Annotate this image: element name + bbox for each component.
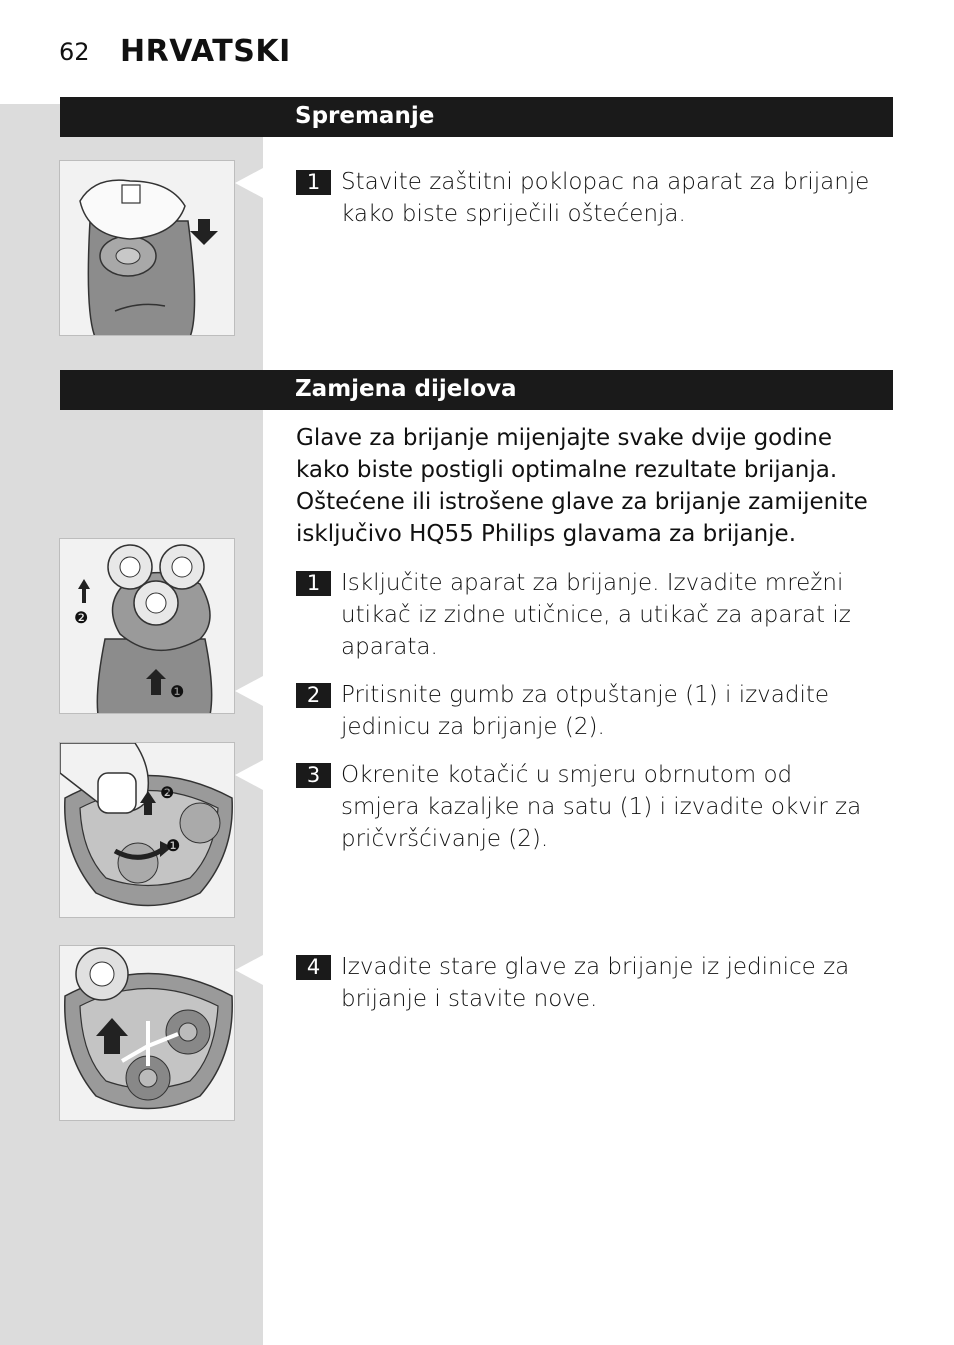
step-number-badge: 1 (296, 170, 331, 195)
step-text: Izvadite stare glave za brijanje iz jedinice za brijanje i stavite nove. (341, 954, 850, 1012)
figure-label-2: ❷ (160, 783, 175, 802)
intro-paragraph: Oštećene ili istrošene glave za brijanje zamijenite isključivo HQ55 Philips glavama za brijanje. (296, 489, 868, 547)
figure-remove-retaining-frame (59, 742, 235, 918)
replacement-step-2 (296, 679, 876, 743)
figure-label-1: ❶ (170, 682, 185, 701)
replacement-step-4 (296, 951, 876, 1015)
figure-pointer (235, 955, 263, 985)
step-number-badge: 1 (296, 571, 331, 596)
intro-paragraph: Glave za brijanje mijenjajte svake dvije godine kako biste postigli optimalne rezultate brijanja. (296, 425, 838, 483)
step-text: Pritisnite gumb za otpuštanje (1) i izvadite jedinicu za brijanje (2). (341, 682, 830, 740)
figure-pointer (235, 760, 263, 790)
figure-pointer (235, 168, 263, 198)
figure-replace-shaving-heads (59, 945, 235, 1121)
figure-pointer (235, 676, 263, 706)
page-language-title: HRVATSKI (120, 34, 291, 69)
section-title: Zamjena dijelova (295, 376, 517, 402)
replacement-step-3 (296, 759, 876, 855)
section-title: Spremanje (295, 103, 435, 129)
step-text: Stavite zaštitni poklopac na aparat za brijanje kako biste spriječili oštećenja. (341, 169, 870, 227)
storage-step-1 (296, 166, 876, 230)
section-header-replacement (60, 370, 893, 410)
step-number-badge: 4 (296, 955, 331, 980)
figure-label-2: ❷ (74, 608, 89, 627)
figure-remove-shaving-unit (59, 538, 235, 714)
section-header-storage (60, 97, 893, 137)
replacement-intro (296, 422, 876, 550)
step-number-badge: 3 (296, 763, 331, 788)
figure-protection-cap (59, 160, 235, 336)
step-text: Okrenite kotačić u smjeru obrnutom od smjera kazaljke na satu (1) i izvadite okvir za pričvršćivanje (2). (341, 762, 862, 852)
page-number: 62 (59, 38, 90, 66)
replacement-step-1 (296, 567, 876, 663)
step-text: Isključite aparat za brijanje. Izvadite mrežni utikač iz zidne utičnice, a utikač za aparat iz aparata. (341, 570, 851, 660)
figure-label-1: ❶ (166, 836, 181, 855)
step-number-badge: 2 (296, 683, 331, 708)
